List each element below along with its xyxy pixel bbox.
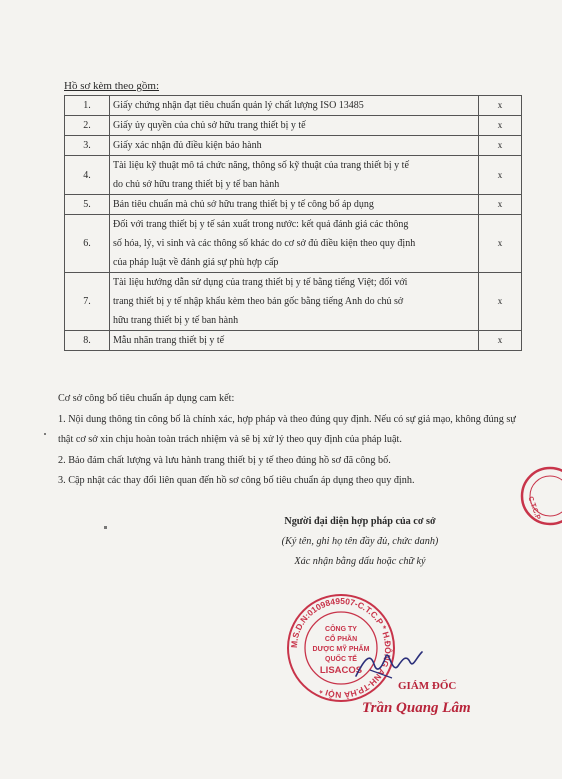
attachment-number: 8.: [65, 331, 110, 351]
attachment-description-line: Giấy xác nhận đủ điều kiện bảo hành: [113, 140, 262, 151]
attachment-check-mark: x: [479, 195, 522, 215]
attachment-description-line: Tài liệu kỹ thuật mô tả chức năng, thông số kỹ thuật của trang thiết bị y tế: [113, 160, 409, 171]
attachment-check-mark: x: [479, 136, 522, 156]
attachment-check-mark: x: [479, 215, 522, 273]
svg-text:C.T.C.P: C.T.C.P: [526, 495, 542, 521]
signature-block: [250, 512, 470, 572]
attachment-description-line: Giấy ủy quyền của chủ sở hữu trang thiết bị y tế: [113, 120, 306, 131]
attachment-description: [110, 331, 479, 351]
attachment-description-line: số hóa, lý, vi sinh và các thông số khác do cơ sở đủ điều kiện theo quy định: [113, 238, 416, 249]
attachment-description: [110, 156, 479, 195]
attachment-check-mark: x: [479, 331, 522, 351]
commitment-item-3: 3. Cập nhật các thay đổi liên quan đến hồ sơ công bố tiêu chuẩn áp dụng theo quy định.: [58, 475, 415, 486]
attachment-description-line: Bản tiêu chuẩn mà chủ sở hữu trang thiết bị y tế công bố áp dụng: [113, 199, 374, 210]
svg-text:CỔ PHẦN: CỔ PHẦN: [324, 636, 358, 643]
attachment-description-line: Tài liệu hướng dẫn sử dụng của trang thiết bị y tế bằng tiếng Việt; đối với: [113, 277, 408, 288]
attachment-description: [110, 273, 479, 331]
attachment-description: [110, 215, 479, 273]
attachment-check-mark: x: [479, 96, 522, 116]
signature-confirmation: Xác nhận bằng dấu hoặc chữ ký: [294, 556, 426, 567]
attachment-description-line: hữu trang thiết bị y tế ban hành: [113, 315, 239, 326]
attachment-row: [65, 195, 522, 215]
director-name: Trần Quang Lâm: [362, 700, 471, 716]
attachment-number: 7.: [65, 273, 110, 331]
attachment-row: [65, 96, 522, 116]
attachment-number: 6.: [65, 215, 110, 273]
attachment-description: [110, 136, 479, 156]
svg-text:M.S.D.N:0109849507-C.T.C.P * H: M.S.D.N:0109849507-C.T.C.P * H.ĐÔNG ANH-TP.HÀ NỘI *: [288, 595, 394, 701]
attachment-row: [65, 215, 522, 273]
commitment-item-2: 2. Bảo đảm chất lượng và lưu hành trang thiết bị y tế theo đúng hồ sơ đã công bố.: [58, 454, 391, 466]
attachment-number: 3.: [65, 136, 110, 156]
director-title: GIÁM ĐỐC: [398, 680, 457, 692]
scan-speck: [44, 433, 46, 435]
attachment-number: 4.: [65, 156, 110, 195]
attachment-description-line: Đối với trang thiết bị y tế sản xuất trong nước: kết quả đánh giá các thông: [113, 219, 409, 230]
attachment-description-line: do chủ sở hữu trang thiết bị y tế ban hành: [113, 179, 280, 190]
attachment-description-line: Mẫu nhãn trang thiết bị y tế: [113, 335, 225, 346]
svg-text:DƯỢC MỸ PHẨM: DƯỢC MỸ PHẨM: [312, 646, 370, 653]
attachment-description-line: của pháp luật về đánh giá sự phù hợp cấp: [113, 257, 279, 268]
attachment-description: [110, 96, 479, 116]
representative-label: Người đại diện hợp pháp của cơ sở: [284, 516, 436, 527]
attachment-check-mark: x: [479, 156, 522, 195]
attachments-heading: Hồ sơ kèm theo gồm:: [64, 80, 160, 92]
scan-speck: [104, 526, 107, 529]
attachment-description: [110, 116, 479, 136]
side-seal: [508, 462, 562, 530]
commitment-intro: Cơ sở công bố tiêu chuẩn áp dụng cam kết:: [58, 393, 235, 404]
signature-instruction: (Ký tên, ghi họ tên đầy đủ, chức danh): [281, 536, 439, 547]
svg-text:CÔNG TY: CÔNG TY: [325, 626, 357, 633]
attachment-number: 5.: [65, 195, 110, 215]
attachment-row: [65, 116, 522, 136]
svg-text:LISACOS: LISACOS: [319, 665, 363, 676]
attachment-description-line: Giấy chứng nhận đạt tiêu chuẩn quản lý chất lượng ISO 13485: [113, 100, 364, 111]
attachment-description-line: trang thiết bị y tế nhập khẩu kèm theo bản gốc bằng tiếng Anh do chủ sở: [113, 296, 404, 307]
commitment-section: [58, 389, 526, 492]
attachment-row: [65, 136, 522, 156]
attachment-number: 1.: [65, 96, 110, 116]
attachment-check-mark: x: [479, 273, 522, 331]
attachment-row: [65, 156, 522, 195]
attachment-check-mark: x: [479, 116, 522, 136]
svg-text:QUỐC TẾ: QUỐC TẾ: [325, 656, 357, 663]
attachment-row: [65, 331, 522, 351]
attachment-description: [110, 195, 479, 215]
attachments-table: [64, 95, 522, 351]
handwritten-signature: [352, 644, 424, 684]
attachment-number: 2.: [65, 116, 110, 136]
commitment-item-1: 1. Nội dung thông tin công bố là chính xác, hợp pháp và theo đúng quy định. Nếu có sự giả mạo, không đúng sự thật cơ sở xin chịu hoàn toàn trách nhiệm và sẽ bị xử lý theo quy định của pháp luật.: [58, 413, 516, 445]
attachment-row: [65, 273, 522, 331]
